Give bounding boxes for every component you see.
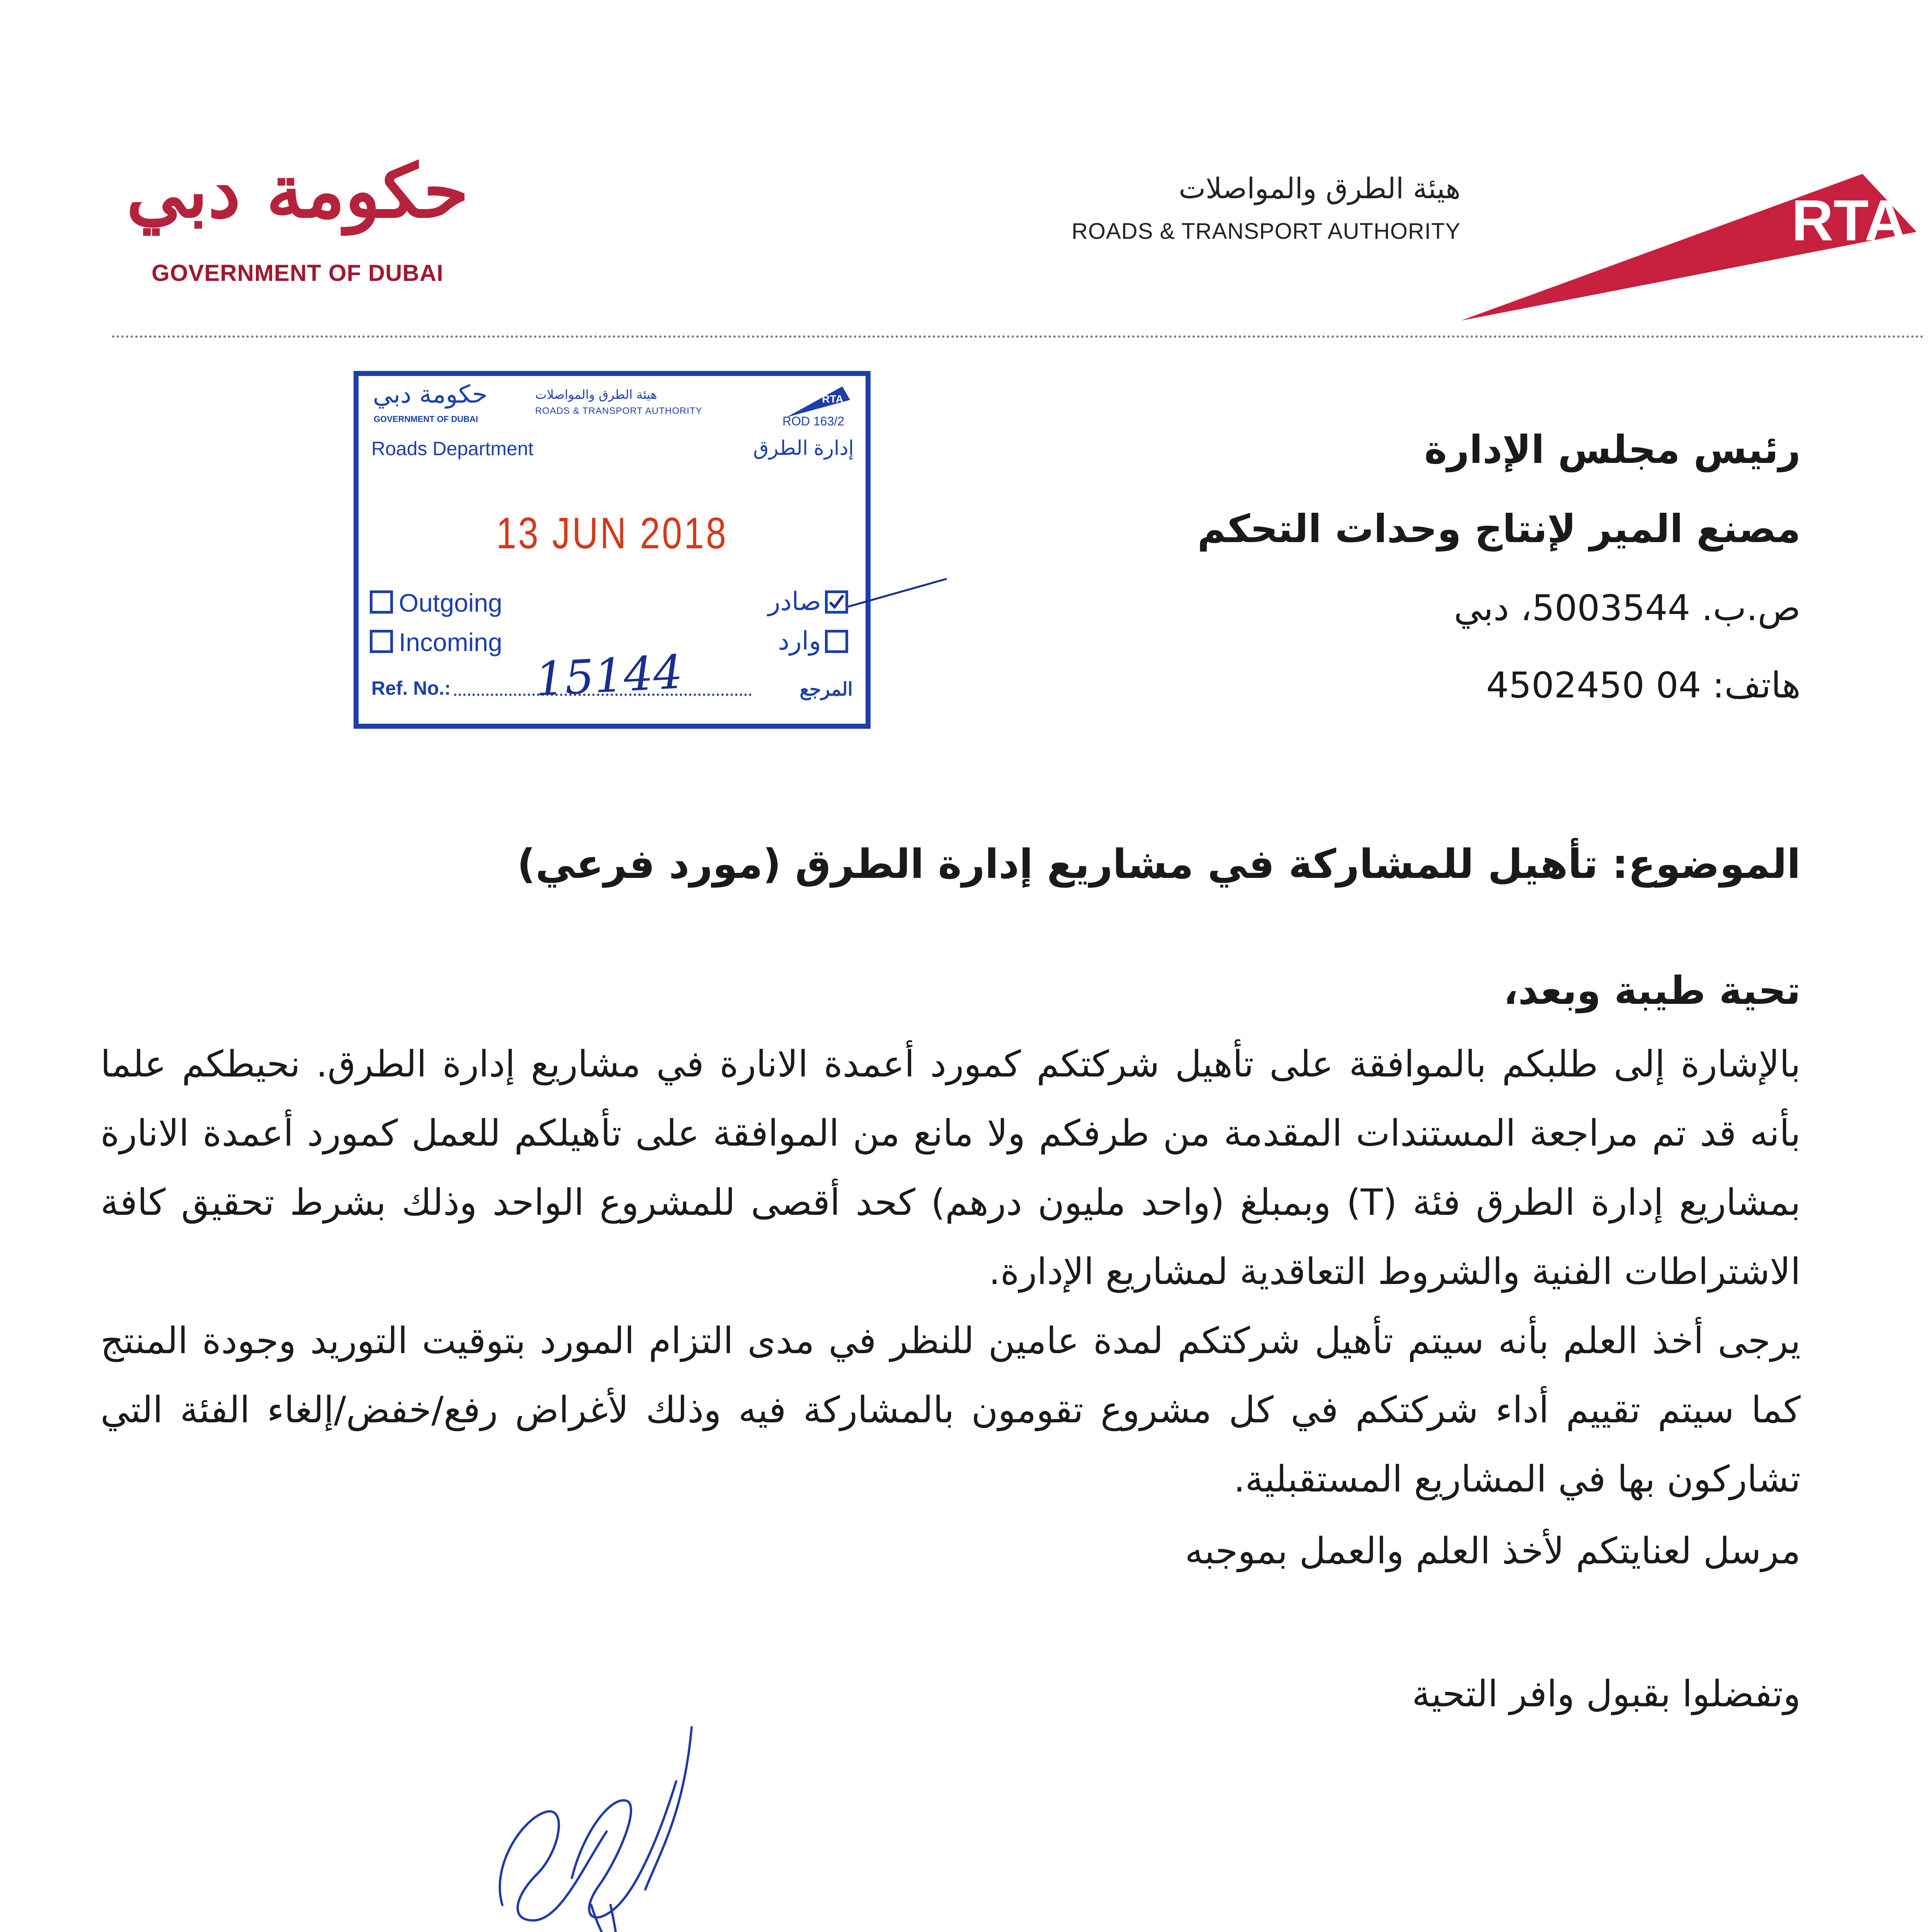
letter-body bbox=[100, 1030, 1801, 1514]
body-paragraph-1: بالإشارة إلى طلبكم بالموافقة على تأهيل شركتكم كمورد أعمدة الانارة في مشاريع إدارة الطرق. نحيطكم علما بأنه قد تم مراجعة المستندات المقدمة من طرفكم ولا مانع من الموافقة على تأهيلكم للعمل كمورد أعمدة الانارة بمشاريع إدارة الطرق فئة (T) وبمبلغ (واحد مليون درهم) كحد أقصى للمشروع الواحد وذلك بشرط تحقيق كافة الاشتراطات الفنية والشروط التعاقدية لمشاريع الإدارة. bbox=[100, 1043, 1801, 1293]
stamp-code: ROD 163/2 bbox=[782, 414, 845, 428]
greeting: تحية طيبة وبعد، bbox=[1503, 968, 1801, 1013]
stamp-incoming-label-ar: وارد bbox=[778, 626, 821, 655]
stamp-outgoing-checkbox-ar bbox=[825, 590, 848, 614]
government-of-dubai-logo bbox=[124, 148, 471, 309]
stamp-incoming-checkbox-ar bbox=[825, 630, 848, 653]
rta-mark-text: RTA bbox=[1791, 188, 1906, 253]
stamp-ref-label: Ref. No.: bbox=[371, 677, 451, 699]
stamp-ref-number: 15144 bbox=[534, 645, 684, 707]
gov-logo-english: GOVERNMENT OF DUBAI bbox=[151, 260, 444, 286]
handwritten-signature-icon bbox=[444, 1704, 792, 1932]
header-divider bbox=[112, 335, 1924, 338]
recipient-phone: هاتف: 04 4502450 bbox=[1486, 665, 1801, 706]
rta-logo bbox=[1043, 151, 1917, 321]
recipient-organization: مصنع المير لإنتاج وحدات التحكم bbox=[1197, 506, 1801, 551]
closing-line-2: وتفضلوا بقبول وافر التحية bbox=[1412, 1673, 1801, 1715]
closing-line-1: مرسل لعنايتكم لأخذ العلم والعمل بموجبه bbox=[1185, 1530, 1801, 1572]
stamp-pen-stroke-icon bbox=[848, 576, 949, 618]
subject-line: الموضوع: تأهيل للمشاركة في مشاريع إدارة الطرق (مورد فرعي) bbox=[517, 840, 1801, 888]
stamp-gov-arabic: حكومة دبي bbox=[373, 380, 488, 409]
stamp-incoming-label: Incoming bbox=[399, 628, 502, 656]
rta-name-english: ROADS & TRANSPORT AUTHORITY bbox=[1071, 219, 1461, 244]
stamp-date: 13 JUN 2018 bbox=[496, 509, 728, 558]
rta-name-arabic: هيئة الطرق والمواصلات bbox=[1179, 172, 1461, 205]
stamp-incoming-checkbox bbox=[370, 630, 393, 653]
checkmark-icon bbox=[828, 593, 845, 611]
stamp-department-arabic: إدارة الطرق bbox=[753, 437, 854, 459]
stamp-outgoing-label-ar: صادر bbox=[768, 587, 821, 616]
stamp-gov-english: GOVERNMENT OF DUBAI bbox=[374, 414, 478, 424]
recipient-pobox: ص.ب. 5003544، دبي bbox=[1454, 587, 1801, 629]
stamp-ref-label-ar: المرجع bbox=[799, 679, 853, 700]
gov-logo-arabic: حكومة دبي bbox=[126, 148, 469, 234]
stamp-rta-arabic: هيئة الطرق والمواصلات bbox=[535, 387, 657, 402]
stamp-rta-mark-text: RTA bbox=[822, 393, 844, 405]
stamp-outgoing-label: Outgoing bbox=[399, 588, 502, 617]
stamp-outgoing-checkbox bbox=[370, 590, 393, 614]
stamp-rta-mark-icon bbox=[786, 383, 850, 417]
stamp-department-english: Roads Department bbox=[371, 438, 534, 459]
incoming-stamp bbox=[354, 371, 871, 730]
rta-mark-icon bbox=[1461, 151, 1917, 321]
stamp-rta-english: ROADS & TRANSPORT AUTHORITY bbox=[535, 406, 702, 416]
body-paragraph-2: يرجى أخذ العلم بأنه سيتم تأهيل شركتكم لمدة عامين للنظر في مدى التزام المورد بتوقيت التوريد وجودة المنتج كما سيتم تقييم أداء شركتكم في كل مشروع تقومون بالمشاركة فيه وذلك لأغراض رفع/خفض/إلغاء الفئة التي تشاركون بها في المشاريع المستقبلية. bbox=[100, 1320, 1801, 1500]
recipient-title: رئيس مجلس الإدارة bbox=[1424, 427, 1801, 472]
